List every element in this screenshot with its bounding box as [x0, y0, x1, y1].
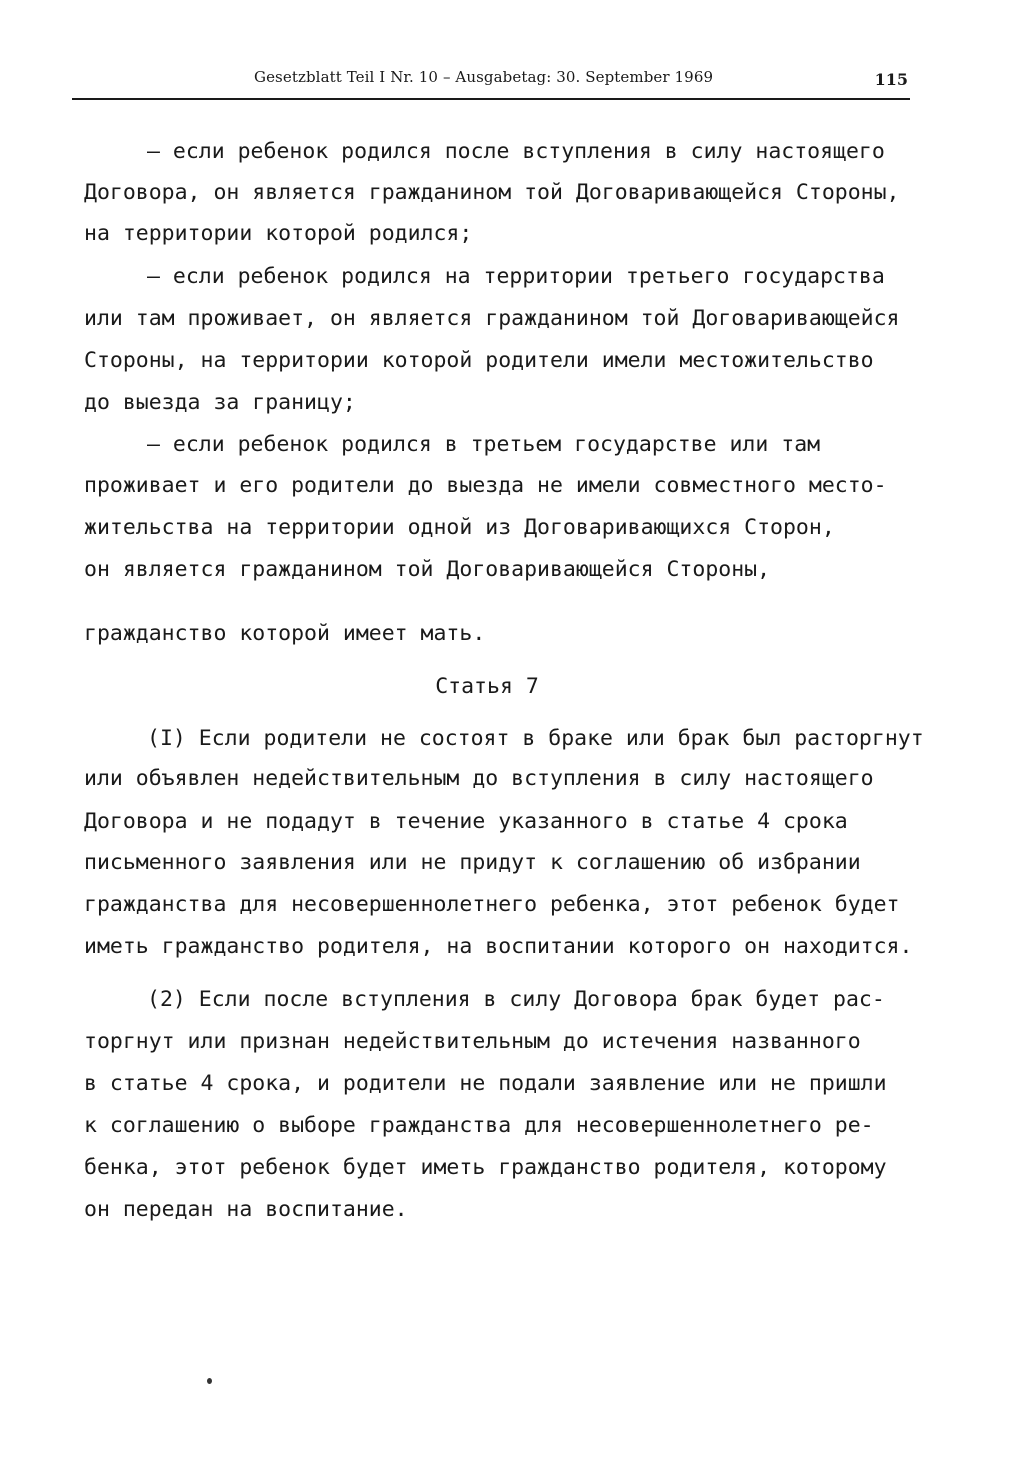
text-line: бенка, этот ребенок будет иметь гражданство родителя, которому [84, 1155, 887, 1180]
scan-speck [207, 1378, 212, 1384]
text-line: – если ребенок родился в третьем государстве или там [147, 432, 821, 457]
text-line: (2) Если после вступления в силу Договора брак будет рас- [147, 987, 885, 1012]
text-line: Договора и не подадут в течение указанного в статье 4 срока [84, 809, 848, 834]
text-line: торгнут или признан недействительным до истечения названного [84, 1029, 861, 1054]
text-line: иметь гражданство родителя, на воспитании которого он находится. [84, 934, 913, 959]
text-line: он является гражданином той Договаривающейся Стороны, [84, 557, 771, 582]
text-line: – если ребенок родился на территории третьего государства [147, 264, 885, 289]
text-line: гражданство которой имеет мать. [84, 621, 486, 646]
text-line: или объявлен недействительным до вступления в силу настоящего [84, 766, 874, 791]
page-header [72, 62, 910, 100]
article-heading: Статья 7 [435, 674, 539, 699]
page-number: 115 [874, 70, 908, 89]
text-line: на территории которой родился; [84, 221, 473, 246]
text-line: или там проживает, он является гражданином той Договаривающейся [84, 306, 900, 331]
text-line: к соглашению о выборе гражданства для несовершеннолетнего ре- [84, 1113, 874, 1138]
gazette-title: Gesetzblatt Teil I Nr. 10 – Ausgabetag: 30. September 1969 [254, 68, 714, 86]
text-line: в статье 4 срока, и родители не подали заявление или не пришли [84, 1071, 887, 1096]
text-line: Договора, он является гражданином той Договаривающейся Стороны, [84, 180, 900, 205]
text-line: проживает и его родители до выезда не имели совместного место- [84, 473, 887, 498]
text-line: – если ребенок родился после вступления в силу настоящего [147, 139, 885, 164]
text-line: Стороны, на территории которой родители имели местожительство [84, 348, 874, 373]
text-line: жительства на территории одной из Договаривающихся Сторон, [84, 515, 835, 540]
text-line: (I) Если родители не состоят в браке или брак был расторгнут [147, 726, 924, 751]
text-line: письменного заявления или не придут к соглашению об избрании [84, 850, 861, 875]
text-line: он передан на воспитание. [84, 1197, 408, 1222]
text-line: до выезда за границу; [84, 390, 356, 415]
text-line: гражданства для несовершеннолетнего ребенка, этот ребенок будет [84, 892, 900, 917]
